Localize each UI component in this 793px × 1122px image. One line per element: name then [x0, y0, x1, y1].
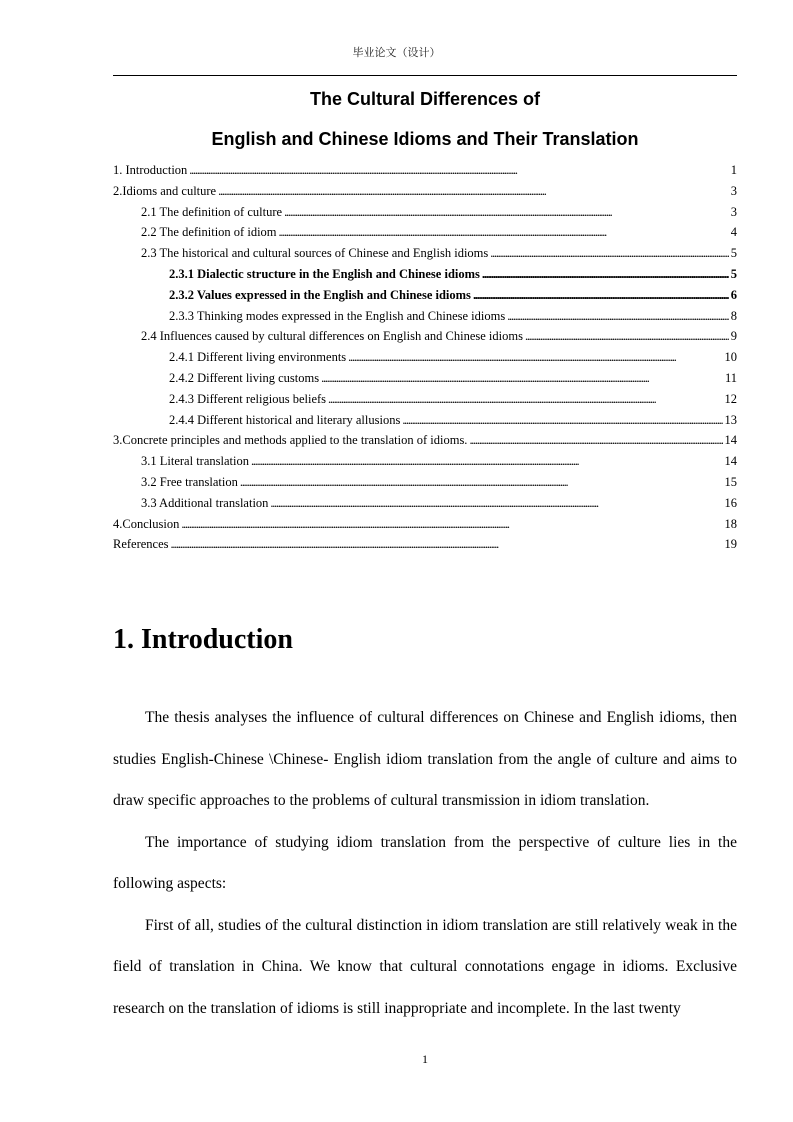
toc-entry[interactable] — [113, 537, 737, 558]
toc-entry-page: 9 — [730, 329, 737, 344]
toc-entry[interactable] — [113, 350, 737, 371]
toc-dot-leader — [525, 329, 729, 344]
toc-entry-label: 2.4.2 Different living customs — [169, 370, 320, 385]
toc-dot-leader — [473, 288, 729, 303]
toc-entry[interactable] — [113, 517, 737, 538]
toc-entry-page: 19 — [724, 537, 737, 552]
toc-entry[interactable] — [113, 392, 737, 413]
toc-entry-page: 8 — [730, 308, 737, 323]
toc-entry[interactable] — [113, 433, 737, 454]
toc-entry-page: 10 — [724, 350, 737, 365]
toc-entry-page: 16 — [724, 495, 737, 510]
toc-entry-page: 15 — [724, 474, 737, 489]
toc-dot-leader — [321, 371, 723, 386]
toc-dot-leader — [251, 454, 723, 469]
toc-dot-leader — [482, 267, 729, 282]
toc-entry[interactable] — [113, 309, 737, 330]
toc-entry[interactable] — [113, 163, 737, 184]
toc-dot-leader — [240, 475, 723, 490]
toc-dot-leader — [469, 433, 722, 448]
body-paragraph: The importance of studying idiom translation from the perspective of culture lies in the following aspects: — [113, 833, 737, 892]
toc-entry-label: 3.1 Literal translation — [141, 454, 249, 469]
toc-entry[interactable] — [113, 413, 737, 434]
toc-entry-page: 3 — [730, 183, 737, 198]
toc-entry-page: 5 — [730, 246, 737, 261]
toc-entry-label: 2.4.4 Different historical and literary allusions — [169, 412, 401, 427]
toc-entry-label: 2.3 The historical and cultural sources of Chinese and English idioms — [141, 246, 489, 261]
toc-entry-label: 2.3.1 Dialectic structure in the English and Chinese idioms — [169, 266, 480, 281]
toc-entry-label: 1. Introduction — [113, 163, 188, 177]
toc-entry-label: 2.3.2 Values expressed in the English and Chinese idioms — [169, 287, 471, 302]
toc-entry-page: 18 — [724, 516, 737, 531]
toc-entry-label: 3.2 Free translation — [141, 474, 238, 489]
toc-dot-leader — [284, 205, 729, 220]
toc-entry[interactable] — [113, 246, 737, 267]
toc-entry-label: 3.Concrete principles and methods applied to the translation of idioms. — [113, 433, 468, 448]
toc-entry-label: 2.4 Influences caused by cultural differences on English and Chinese idioms — [141, 329, 523, 344]
toc-dot-leader — [348, 350, 722, 365]
toc-entry-label: 2.3.3 Thinking modes expressed in the English and Chinese idioms — [169, 308, 506, 323]
toc-entry-label: 2.Idioms and culture — [113, 183, 217, 198]
toc-entry-page: 5 — [730, 266, 737, 281]
toc-entry-page: 3 — [730, 204, 737, 219]
toc-entry-page: 6 — [730, 287, 737, 302]
toc-entry-label: 4.Conclusion — [113, 516, 180, 531]
toc-entry[interactable] — [113, 288, 737, 309]
toc-entry-page: 14 — [724, 454, 737, 469]
toc-entry[interactable] — [113, 475, 737, 496]
toc-entry[interactable] — [113, 371, 737, 392]
toc-entry-page: 14 — [724, 433, 737, 448]
page-number: 1 — [422, 1052, 428, 1066]
toc-entry-label: References — [113, 537, 169, 552]
page-header: 毕业论文（设计） — [352, 46, 441, 59]
toc-dot-leader — [490, 246, 728, 261]
toc-entry[interactable] — [113, 496, 737, 517]
toc-entry-page: 11 — [724, 370, 737, 385]
toc-dot-leader — [270, 496, 722, 511]
toc-entry-page: 4 — [730, 225, 737, 240]
toc-dot-leader — [507, 309, 729, 324]
toc-dot-leader — [171, 537, 723, 552]
toc-entry[interactable] — [113, 329, 737, 350]
document-title-line-2: English and Chinese Idioms and Their Translation — [211, 129, 639, 149]
toc-entry-page: 1 — [730, 163, 737, 177]
toc-entry-page: 13 — [724, 412, 737, 427]
toc-entry-label: 2.4.3 Different religious beliefs — [169, 391, 327, 406]
toc-entry-label: 3.3 Additional translation — [141, 495, 269, 510]
toc-dot-leader — [328, 392, 722, 407]
document-title-line-1: The Cultural Differences of — [309, 89, 541, 109]
toc-dot-leader — [279, 225, 729, 240]
toc-entry[interactable] — [113, 454, 737, 475]
toc-dot-leader — [402, 413, 722, 428]
toc-dot-leader — [189, 163, 728, 178]
toc-entry[interactable] — [113, 225, 737, 246]
table-of-contents — [113, 163, 737, 558]
body-text — [113, 697, 737, 1029]
toc-entry-label: 2.2 The definition of idiom — [141, 225, 277, 240]
toc-dot-leader — [218, 184, 729, 199]
toc-entry[interactable] — [113, 267, 737, 288]
toc-dot-leader — [181, 517, 722, 532]
toc-entry-label: 2.1 The definition of culture — [141, 204, 283, 219]
header-divider — [113, 75, 737, 76]
toc-entry-page: 12 — [724, 391, 737, 406]
toc-entry[interactable] — [113, 184, 737, 205]
body-paragraph: The thesis analyses the influence of cultural differences on Chinese and English idioms, then studies English-Chinese \Chinese- English idiom translation from the angle of culture and aims to draw specific approaches to the problems of cultural transmission in idiom translation. — [113, 709, 737, 809]
section-heading-introduction: 1. Introduction — [113, 624, 293, 655]
toc-entry-label: 2.4.1 Different living environments — [169, 350, 347, 365]
toc-entry[interactable] — [113, 205, 737, 226]
body-paragraph: First of all, studies of the cultural distinction in idiom translation are still relatively weak in the field of translation in China. We know that cultural connotations engage in idioms. Exclusive research on the translation of idioms is still inappropriate and incomplete. In the last twenty — [113, 916, 737, 1017]
